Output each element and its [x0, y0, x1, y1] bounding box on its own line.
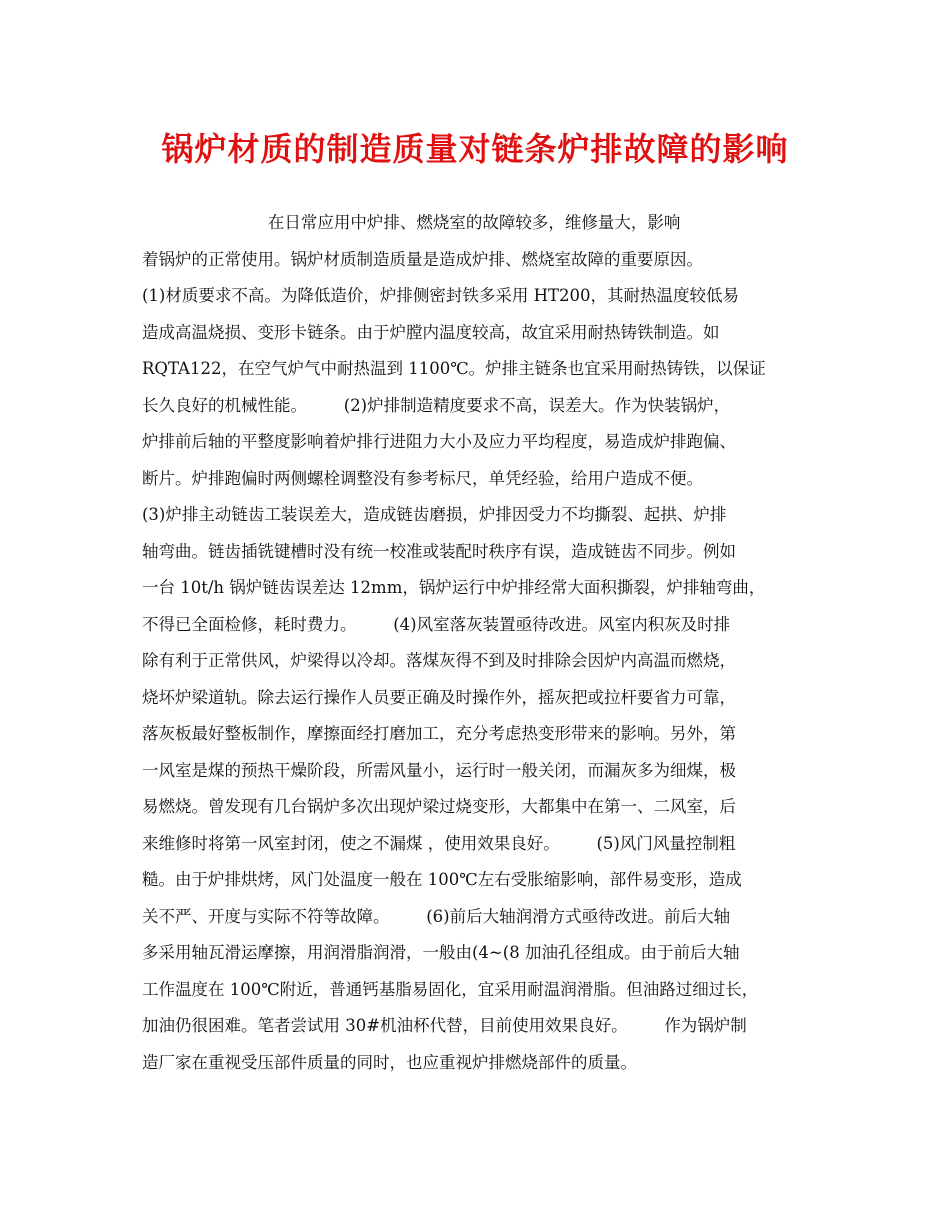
body-line: 着锅炉的正常使用。锅炉材质制造质量是造成炉排、燃烧室故障的重要原因。	[142, 249, 703, 269]
body-line: (3)炉排主动链齿工装误差大，造成链齿磨损，炉排因受力不均撕裂、起拱、炉排	[142, 505, 727, 524]
body-line: 关不严、开度与实际不符等故障。 (6)前后大轴润滑方式亟待改进。前后大轴	[142, 906, 731, 926]
body-line: 一台 10t/h 锅炉链齿误差达 12mm，锅炉运行中炉排经常大面积撕裂，炉排轴弯曲，	[142, 578, 766, 597]
body-line: (1)材质要求不高。为降低造价，炉排侧密封铁多采用 HT200，其耐热温度较低易	[142, 286, 740, 305]
body-line: 易燃烧。曾发现有几台锅炉多次出现炉梁过烧变形，大都集中在第一、二风室，后	[142, 797, 736, 816]
body-line: 断片。炉排跑偏时两侧螺栓调整没有参考标尺，单凭经验，给用户造成不便。	[142, 468, 703, 488]
body-line: 造成高温烧损、变形卡链条。由于炉膛内温度较高，故宜采用耐热铸铁制造。如	[142, 322, 720, 342]
body-line: 多采用轴瓦滑运摩擦，用润滑脂润滑，一般由(4~(8 加油孔径组成。由于前后大轴	[142, 943, 740, 962]
body-line: 糙。由于炉排烘烤，风门处温度一般在 100℃左右受胀缩影响，部件易变形，造成	[142, 870, 742, 889]
body-line: 造厂家在重视受压部件质量的同时，也应重视炉排燃烧部件的质量。	[142, 1052, 637, 1072]
body-line: 炉排前后轴的平整度影响着炉排行进阻力大小及应力平均程度，易造成炉排跑偏、	[142, 432, 736, 451]
body-line: 不得已全面检修，耗时费力。 (4)风室落灰装置亟待改进。风室内积灰及时排	[142, 614, 731, 634]
body-line: 轴弯曲。链齿插铣键槽时没有统一校准或装配时秩序有误，造成链齿不同步。例如	[142, 541, 736, 561]
body-line: 工作温度在 100℃附近，普通钙基脂易固化，宜采用耐温润滑脂。但油路过细过长，	[142, 979, 759, 999]
document-title: 锅炉材质的制造质量对链条炉排故障的影响	[161, 130, 789, 168]
body-line: RQTA122，在空气炉气中耐热温到 1100℃。炉排主链条也宜采用耐热铸铁，以保证	[142, 359, 766, 378]
body-line: 除有利于正常供风，炉梁得以冷却。落煤灰得不到及时排除会因炉内高温而燃烧，	[142, 651, 736, 670]
document-body	[142, 205, 822, 1081]
body-line: 来维修时将第一风室封闭，使之不漏煤 ，使用效果良好。 (5)风门风量控制粗	[142, 833, 736, 853]
body-line: 落灰板最好整板制作，摩擦面经打磨加工，充分考虑热变形带来的影响。另外，第	[142, 724, 736, 743]
body-line: 一风室是煤的预热干燥阶段，所需风量小，运行时一般关闭，而漏灰多为细煤，极	[142, 760, 736, 780]
body-line: 在日常应用中炉排、燃烧室的故障较多，维修量大，影响	[142, 213, 681, 232]
body-line: 长久良好的机械性能。 (2)炉排制造精度要求不高，误差大。作为快装锅炉，	[142, 395, 731, 415]
body-line: 加油仍很困难。笔者尝试用 30#机油杯代替，目前使用效果良好。 作为锅炉制	[142, 1016, 747, 1035]
body-line: 烧坏炉梁道轨。除去运行操作人员要正确及时操作外，摇灰把或拉杆要省力可靠，	[142, 687, 736, 707]
